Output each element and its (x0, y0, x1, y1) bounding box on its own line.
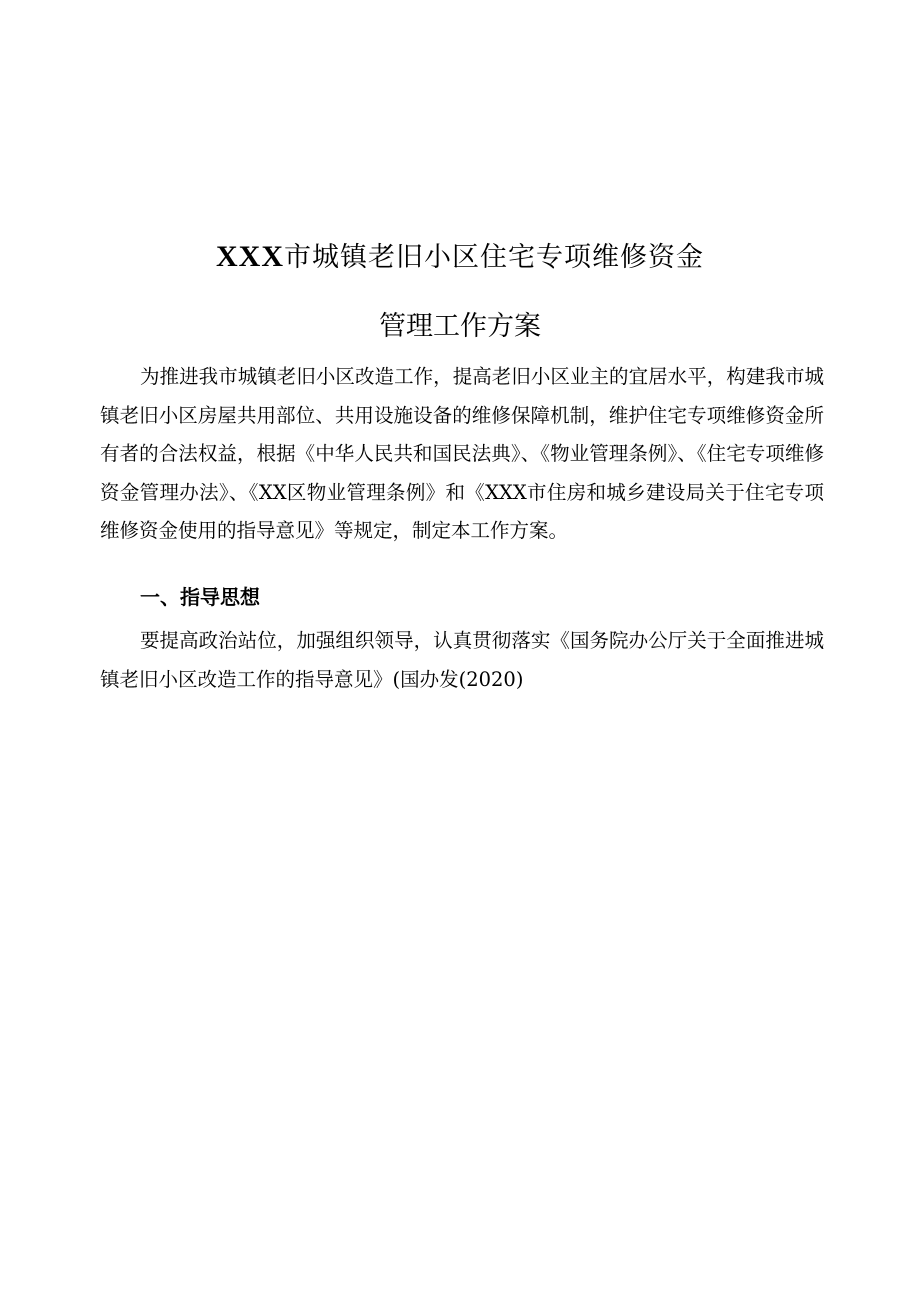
document-title-text: 市城镇老旧小区住宅专项维修资金 (284, 242, 704, 273)
document-title-line-2: 管理工作方案 (379, 311, 541, 342)
body-paragraph-1: 为推进我市城镇老旧小区改造工作，提高老旧小区业主的宜居水平，构建我市城镇老旧小区房屋共用部位、共用设施设备的维修保障机制，维护住宅专项维修资金所有者的合法权益，根据《中华人民共和国民法典》、《物业管理条例》、《住宅专项维修资金管理办法》、《XX区物业管理条例》和《XXX市住房和城乡建设局关于住宅专项维修资金使用的指导意见》等规定，制定本工作方案。 (100, 365, 824, 543)
document-title-prefix: XXX (216, 240, 284, 273)
body-paragraph-2: 要提高政治站位，加强组织领导，认真贯彻落实《国务院办公厅关于全面推进城镇老旧小区改造工作的指导意见》(国办发(2020) (100, 629, 824, 691)
section-heading-1: 一、指导思想 (140, 585, 260, 609)
document-title-line-1 (0, 240, 920, 275)
